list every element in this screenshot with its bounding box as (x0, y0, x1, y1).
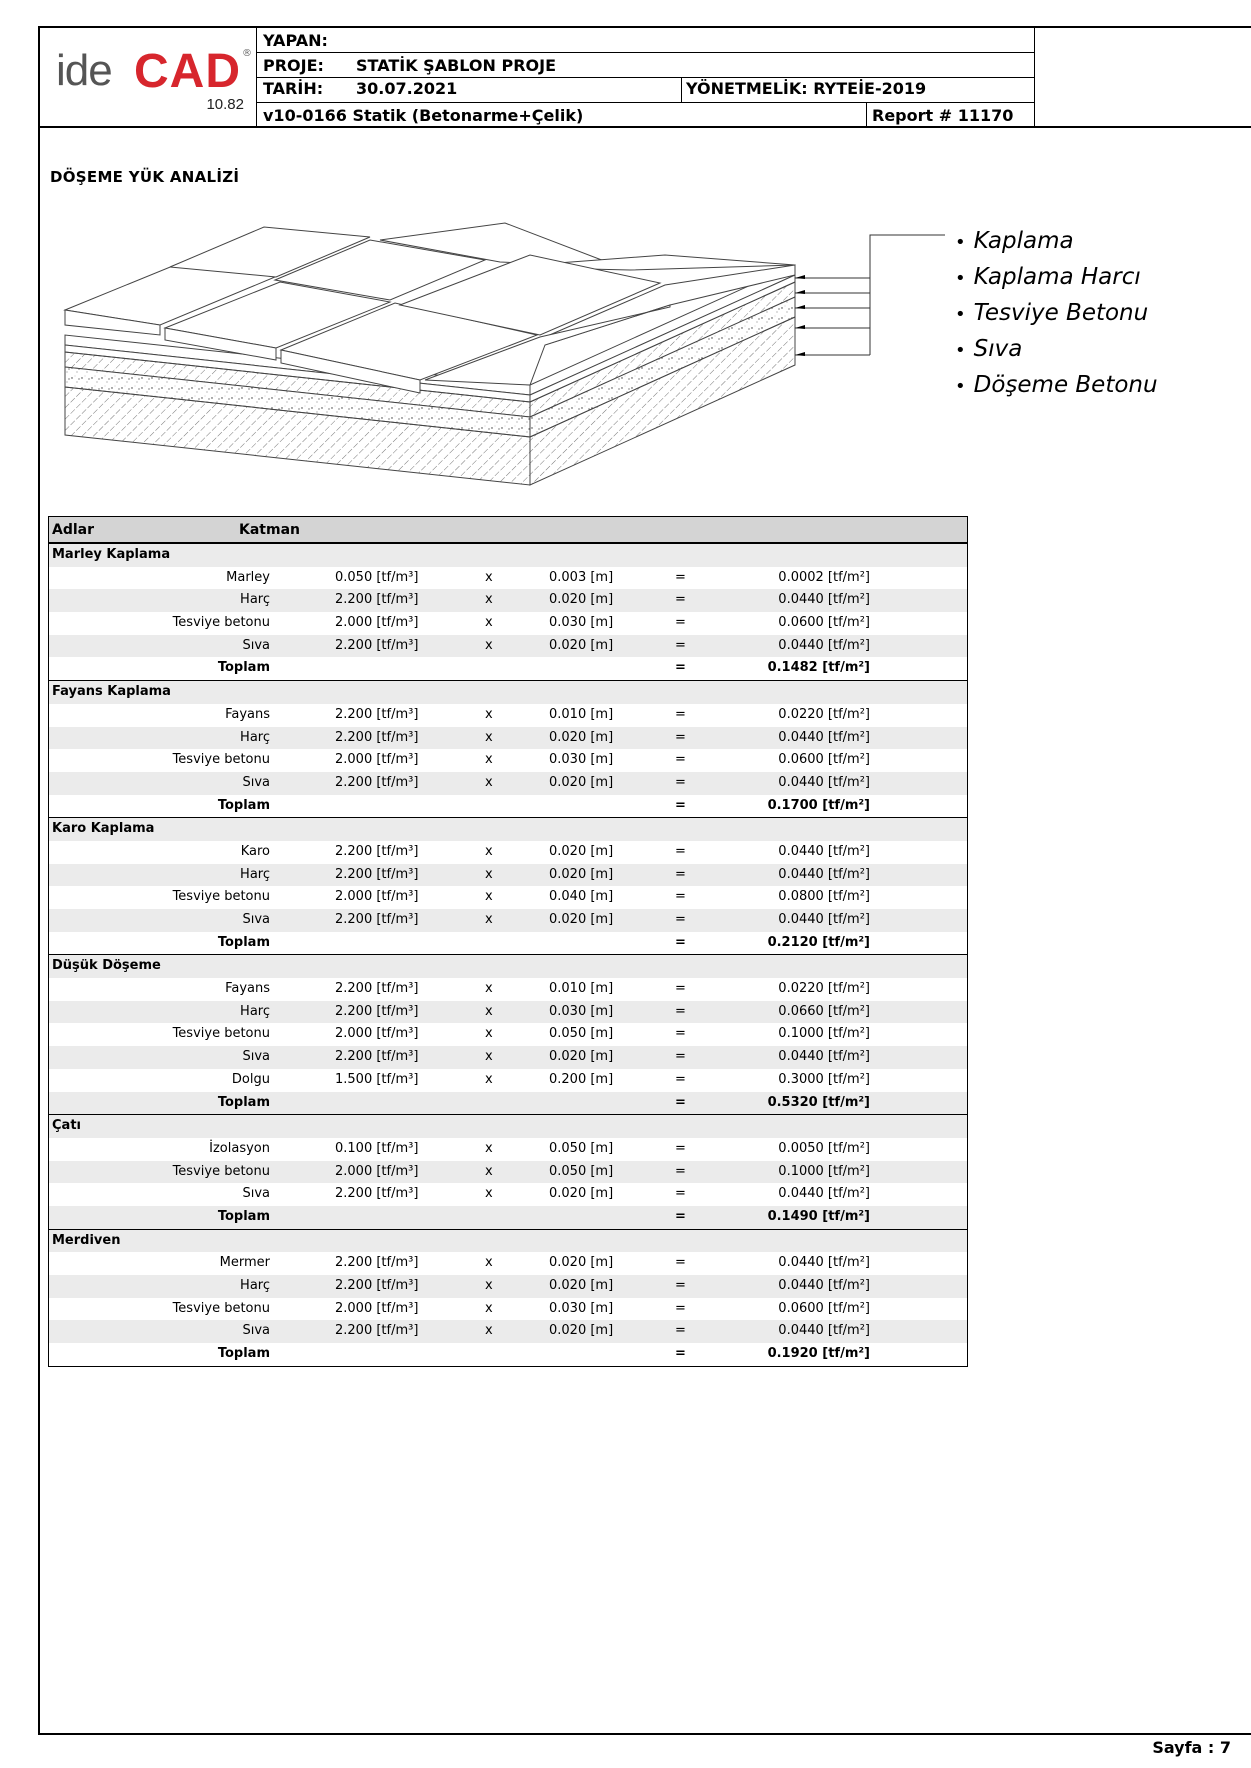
table-row (49, 909, 967, 932)
table-row (49, 1183, 967, 1206)
table-row (49, 1069, 967, 1092)
total-load: 0.1482 [tf/m²] (767, 660, 870, 676)
layer-name: Dolgu (231, 1071, 270, 1087)
bullet-icon: • (955, 340, 966, 361)
layer-density: 2.200 [tf/m³] (335, 1278, 419, 1293)
equals-sign: = (675, 1140, 686, 1156)
layer-name: Harç (240, 1003, 270, 1019)
column-header-layer: Katman (239, 522, 300, 538)
layer-density: 2.200 [tf/m³] (335, 1186, 419, 1202)
equals-sign: = (675, 797, 686, 813)
equals-sign: = (675, 637, 686, 653)
layer-load: 0.0440 [tf/m²] (778, 729, 870, 745)
multiply-sign: x (485, 706, 493, 722)
multiply-sign: x (485, 889, 493, 905)
total-load: 0.1920 [tf/m²] (767, 1346, 870, 1362)
multiply-sign: x (485, 912, 493, 927)
layer-name: Fayans (225, 706, 270, 722)
equals-sign: = (675, 569, 686, 585)
multiply-sign: x (485, 615, 493, 631)
total-row (49, 1092, 967, 1115)
total-row (49, 932, 967, 955)
layer-density: 2.200 [tf/m³] (335, 866, 419, 882)
layer-thickness: 0.020 [m] (549, 1049, 614, 1065)
layer-density: 2.200 [tf/m³] (335, 774, 419, 790)
layer-thickness: 0.030 [m] (549, 1003, 614, 1019)
layer-thickness: 0.020 [m] (549, 1323, 614, 1339)
layer-name: Sıva (242, 1323, 270, 1339)
multiply-sign: x (485, 866, 493, 882)
group-header-row (49, 544, 967, 567)
layer-thickness: 0.003 [m] (549, 569, 614, 585)
bullet-icon: • (955, 376, 966, 397)
layer-density: 2.200 [tf/m³] (335, 706, 419, 722)
legend-label: Döşeme Betonu (973, 372, 1158, 398)
column-header-names: Adlar (52, 522, 95, 538)
table-header (49, 517, 967, 544)
total-label: Toplam (217, 1208, 270, 1224)
header-rule (257, 52, 1035, 53)
multiply-sign: x (485, 569, 493, 585)
table-row (49, 567, 967, 590)
layer-density: 2.000 [tf/m³] (335, 1026, 419, 1042)
equals-sign: = (675, 706, 686, 722)
layer-load: 0.0800 [tf/m²] (778, 889, 870, 905)
logo-box (40, 28, 257, 126)
total-label: Toplam (217, 1346, 270, 1362)
equals-sign: = (675, 1323, 686, 1339)
layer-thickness: 0.200 [m] (549, 1071, 614, 1087)
layer-load: 0.1000 [tf/m²] (778, 1163, 870, 1179)
layer-name: Fayans (225, 981, 270, 997)
layer-thickness: 0.010 [m] (549, 981, 614, 997)
group-name: Karo Kaplama (52, 821, 155, 837)
group-name: Marley Kaplama (52, 547, 171, 562)
equals-sign: = (675, 1278, 686, 1293)
table-group (49, 954, 967, 1114)
layer-name: Harç (240, 866, 270, 882)
legend-label: Kaplama (973, 228, 1074, 254)
registered-icon: ® (242, 48, 252, 59)
proje-value: STATİK ŞABLON PROJE (356, 56, 556, 75)
group-header-row (49, 1115, 967, 1138)
total-label: Toplam (217, 934, 270, 950)
multiply-sign: x (485, 1255, 493, 1271)
bullet-icon: • (955, 232, 966, 253)
layer-name: Marley (226, 569, 270, 585)
layer-density: 2.200 [tf/m³] (335, 843, 419, 859)
equals-sign: = (675, 615, 686, 631)
table-row (49, 635, 967, 658)
header-cell-divider (681, 77, 682, 102)
equals-sign: = (675, 981, 686, 997)
group-header-row (49, 818, 967, 841)
layer-thickness: 0.050 [m] (549, 1140, 614, 1156)
legend-item-siva (955, 336, 1022, 362)
equals-sign: = (675, 774, 686, 790)
multiply-sign: x (485, 1163, 493, 1179)
table-group (49, 1114, 967, 1228)
page-number: Sayfa : 7 (1152, 1738, 1231, 1757)
equals-sign: = (675, 1346, 686, 1362)
table-row (49, 727, 967, 750)
layer-name: Tesviye betonu (172, 1163, 270, 1179)
legend-label: Sıva (973, 336, 1023, 362)
group-name: Fayans Kaplama (52, 684, 171, 700)
layer-name: Tesviye betonu (172, 1026, 270, 1042)
table-group (49, 544, 967, 680)
table-row (49, 886, 967, 909)
multiply-sign: x (485, 843, 493, 859)
table-group (49, 817, 967, 954)
equals-sign: = (675, 1163, 686, 1179)
layer-density: 0.050 [tf/m³] (335, 569, 419, 585)
layer-load: 0.0440 [tf/m²] (778, 1186, 870, 1202)
header-cell-divider (866, 102, 867, 127)
load-analysis-table (48, 516, 968, 1367)
layer-thickness: 0.020 [m] (549, 1255, 614, 1271)
layer-density: 2.200 [tf/m³] (335, 637, 419, 653)
equals-sign: = (675, 1208, 686, 1224)
group-name: Düşük Döşeme (52, 958, 161, 974)
layer-name: Tesviye betonu (172, 752, 270, 768)
equals-sign: = (675, 1049, 686, 1065)
multiply-sign: x (485, 1186, 493, 1202)
header-rule (257, 102, 1035, 103)
layer-load: 0.0220 [tf/m²] (778, 981, 870, 997)
layer-load: 0.0440 [tf/m²] (778, 866, 870, 882)
group-header-row (49, 955, 967, 978)
table-row (49, 1252, 967, 1275)
multiply-sign: x (485, 981, 493, 997)
layer-density: 2.200 [tf/m³] (335, 592, 419, 608)
table-row (49, 704, 967, 727)
layer-load: 0.0660 [tf/m²] (778, 1003, 870, 1019)
layer-name: Tesviye betonu (172, 615, 270, 631)
multiply-sign: x (485, 1049, 493, 1065)
group-header-row (49, 1230, 967, 1253)
proje-label: PROJE: (263, 56, 324, 75)
legend-label: Kaplama Harcı (973, 264, 1141, 290)
group-name: Merdiven (52, 1232, 121, 1248)
layer-name: Harç (240, 592, 270, 608)
layer-name: Sıva (242, 774, 270, 790)
layer-thickness: 0.020 [m] (549, 866, 614, 882)
layer-thickness: 0.020 [m] (549, 774, 614, 790)
layer-name: Harç (240, 1278, 270, 1293)
layer-thickness: 0.020 [m] (549, 637, 614, 653)
total-load: 0.5320 [tf/m²] (767, 1094, 870, 1110)
equals-sign: = (675, 1003, 686, 1019)
report-number: Report # 11170 (872, 106, 1014, 125)
layer-thickness: 0.020 [m] (549, 729, 614, 745)
layer-name: Tesviye betonu (172, 889, 270, 905)
layer-density: 2.200 [tf/m³] (335, 1323, 419, 1339)
multiply-sign: x (485, 1323, 493, 1339)
table-row (49, 612, 967, 635)
group-header-row (49, 681, 967, 704)
header-divider (38, 126, 1251, 128)
table-row (49, 1023, 967, 1046)
multiply-sign: x (485, 1026, 493, 1042)
page-frame-bottom (38, 1733, 1251, 1735)
layer-load: 0.0440 [tf/m²] (778, 1323, 870, 1339)
equals-sign: = (675, 1186, 686, 1202)
layer-density: 2.200 [tf/m³] (335, 1003, 419, 1019)
layer-load: 0.3000 [tf/m²] (778, 1071, 870, 1087)
table-row (49, 1298, 967, 1321)
layer-density: 2.000 [tf/m³] (335, 615, 419, 631)
equals-sign: = (675, 912, 686, 927)
layer-load: 0.0440 [tf/m²] (778, 1049, 870, 1065)
legend-item-doseme-betonu (955, 372, 1158, 398)
tarih-label: TARİH: (263, 79, 324, 98)
total-row (49, 1206, 967, 1229)
legend-item-kaplama (955, 228, 1074, 254)
layer-thickness: 0.020 [m] (549, 1278, 614, 1293)
multiply-sign: x (485, 1300, 493, 1316)
table-row (49, 864, 967, 887)
layer-density: 2.200 [tf/m³] (335, 729, 419, 745)
equals-sign: = (675, 752, 686, 768)
table-row (49, 772, 967, 795)
layer-load: 0.0440 [tf/m²] (778, 843, 870, 859)
total-row (49, 657, 967, 680)
multiply-sign: x (485, 729, 493, 745)
table-row (49, 589, 967, 612)
table-row (49, 1161, 967, 1184)
layer-thickness: 0.020 [m] (549, 592, 614, 608)
legend-item-tesviye-betonu (955, 300, 1148, 326)
total-load: 0.2120 [tf/m²] (767, 934, 870, 950)
layer-load: 0.0050 [tf/m²] (778, 1140, 870, 1156)
software-version: v10-0166 Statik (Betonarme+Çelik) (263, 106, 584, 125)
layer-load: 0.0440 [tf/m²] (778, 1278, 870, 1293)
layer-load: 0.0440 [tf/m²] (778, 774, 870, 790)
layer-load: 0.0600 [tf/m²] (778, 615, 870, 631)
layer-thickness: 0.020 [m] (549, 1186, 614, 1202)
equals-sign: = (675, 660, 686, 676)
layer-density: 2.200 [tf/m³] (335, 912, 419, 927)
layer-thickness: 0.030 [m] (549, 615, 614, 631)
legend-item-kaplama-harci (955, 264, 1141, 290)
layer-load: 0.0220 [tf/m²] (778, 706, 870, 722)
logo-text-bold: CAD (134, 45, 241, 98)
multiply-sign: x (485, 774, 493, 790)
layer-thickness: 0.010 [m] (549, 706, 614, 722)
table-row (49, 1275, 967, 1298)
layer-load: 0.0440 [tf/m²] (778, 592, 870, 608)
header-rule (257, 77, 1035, 78)
page-title: DÖŞEME YÜK ANALİZİ (50, 168, 240, 186)
layer-name: Sıva (242, 637, 270, 653)
legend-label: Tesviye Betonu (973, 300, 1149, 326)
table-body (49, 544, 967, 1366)
table-row (49, 1046, 967, 1069)
layer-density: 2.000 [tf/m³] (335, 1300, 419, 1316)
multiply-sign: x (485, 1140, 493, 1156)
total-label: Toplam (217, 1094, 270, 1110)
layer-density: 2.000 [tf/m³] (335, 1163, 419, 1179)
multiply-sign: x (485, 1003, 493, 1019)
layer-name: Mermer (219, 1255, 270, 1271)
multiply-sign: x (485, 1071, 493, 1087)
layer-name: Harç (240, 729, 270, 745)
layer-load: 0.0600 [tf/m²] (778, 1300, 870, 1316)
bullet-icon: • (955, 304, 966, 325)
layer-load: 0.1000 [tf/m²] (778, 1026, 870, 1042)
table-group (49, 1229, 967, 1366)
table-row (49, 1138, 967, 1161)
layer-density: 2.200 [tf/m³] (335, 1049, 419, 1065)
layer-name: Sıva (242, 1049, 270, 1065)
layer-density: 0.100 [tf/m³] (335, 1140, 419, 1156)
layer-density: 2.000 [tf/m³] (335, 889, 419, 905)
table-row (49, 978, 967, 1001)
total-label: Toplam (217, 797, 270, 813)
group-name: Çatı (52, 1118, 81, 1134)
table-group (49, 680, 967, 817)
logo-version: 10.82 (206, 96, 244, 113)
total-label: Toplam (217, 660, 270, 676)
total-row (49, 1343, 967, 1366)
bullet-icon: • (955, 268, 966, 289)
layer-load: 0.0440 [tf/m²] (778, 1255, 870, 1271)
logo-text-light: ide (56, 46, 112, 95)
table-row (49, 1320, 967, 1343)
layer-load: 0.0440 [tf/m²] (778, 637, 870, 653)
yonetmelik: YÖNETMELİK: RYTEİE-2019 (686, 79, 927, 98)
equals-sign: = (675, 934, 686, 950)
layer-thickness: 0.020 [m] (549, 843, 614, 859)
multiply-sign: x (485, 637, 493, 653)
layer-thickness: 0.030 [m] (549, 752, 614, 768)
equals-sign: = (675, 866, 686, 882)
layer-load: 0.0600 [tf/m²] (778, 752, 870, 768)
equals-sign: = (675, 1026, 686, 1042)
tarih-value: 30.07.2021 (356, 79, 458, 98)
layer-thickness: 0.040 [m] (549, 889, 614, 905)
multiply-sign: x (485, 752, 493, 768)
layer-load: 0.0002 [tf/m²] (778, 569, 870, 585)
yapan-label: YAPAN: (263, 31, 328, 50)
equals-sign: = (675, 592, 686, 608)
layer-name: Sıva (242, 912, 270, 927)
layer-name: İzolasyon (209, 1140, 270, 1156)
equals-sign: = (675, 1094, 686, 1110)
multiply-sign: x (485, 592, 493, 608)
table-row (49, 841, 967, 864)
layer-density: 1.500 [tf/m³] (335, 1071, 419, 1087)
equals-sign: = (675, 729, 686, 745)
layer-thickness: 0.050 [m] (549, 1163, 614, 1179)
layer-thickness: 0.050 [m] (549, 1026, 614, 1042)
layer-name: Karo (240, 843, 270, 859)
equals-sign: = (675, 1255, 686, 1271)
layer-thickness: 0.030 [m] (549, 1300, 614, 1316)
layer-name: Tesviye betonu (172, 1300, 270, 1316)
equals-sign: = (675, 1071, 686, 1087)
layer-density: 2.200 [tf/m³] (335, 1255, 419, 1271)
table-row (49, 749, 967, 772)
layer-thickness: 0.020 [m] (549, 912, 614, 927)
layer-load: 0.0440 [tf/m²] (778, 912, 870, 927)
equals-sign: = (675, 843, 686, 859)
layer-density: 2.000 [tf/m³] (335, 752, 419, 768)
equals-sign: = (675, 1300, 686, 1316)
total-load: 0.1490 [tf/m²] (767, 1208, 870, 1224)
multiply-sign: x (485, 1278, 493, 1293)
layer-name: Sıva (242, 1186, 270, 1202)
total-row (49, 795, 967, 818)
total-load: 0.1700 [tf/m²] (767, 797, 870, 813)
equals-sign: = (675, 889, 686, 905)
table-row (49, 1001, 967, 1024)
layer-density: 2.200 [tf/m³] (335, 981, 419, 997)
